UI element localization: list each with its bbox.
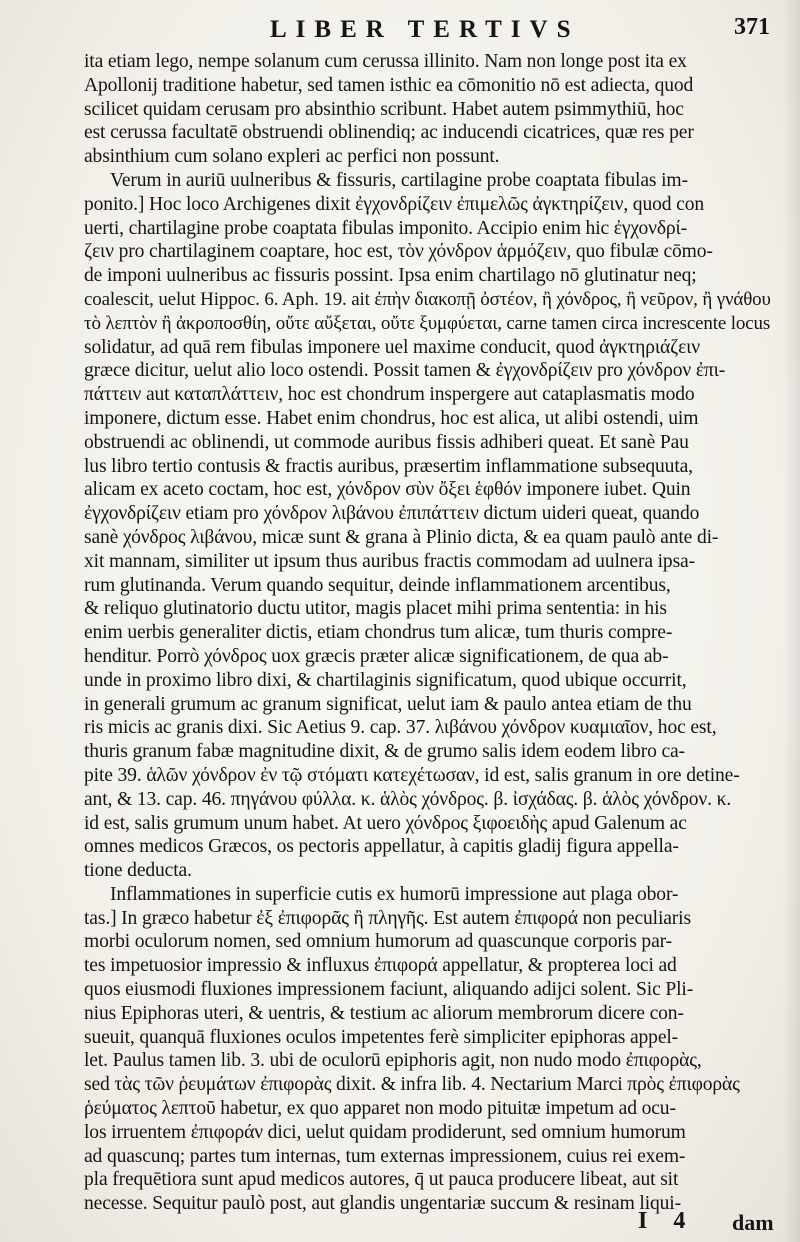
text-line: solidatur, ad quā rem fibulas imponere uel maxime conducit, quod ἀγκτηριάζειν bbox=[84, 336, 700, 358]
text-line: enim uerbis generaliter dictis, etiam chondrus tum alicæ, tum thuris compre- bbox=[84, 622, 673, 644]
text-line: morbi oculorum nomen, sed omnium humorum ad quascunque corporis par- bbox=[84, 931, 672, 953]
text-line: Inflammationes in superficie cutis ex humorū impressione aut plaga obor- bbox=[110, 883, 679, 905]
text-line: ita etiam lego, nempe solanum cum cerussa illinito. Nam non longe post ita ex bbox=[84, 51, 687, 72]
text-line: ponito.] Hoc loco Archigenes dixit ἐγχονδρίζειν ἐπιμελῶς ἀγκτηρίζειν, quod con bbox=[84, 193, 704, 215]
text-line: sanè χόνδρος λιβάνου, micæ sunt & grana à Plinio dicta, & ea quam paulò ante di- bbox=[84, 526, 719, 548]
text-line: omnes medicos Græcos, os pectoris appellatur, à capitis gladij figura appella- bbox=[84, 836, 679, 858]
text-line: tas.] In græco habetur ἐξ ἐπιφορᾶς ἢ πληγῆς. Est autem ἐπιφορά non peculiaris bbox=[84, 907, 691, 929]
text-line: in generali grumum ac granum significat, uelut iam & paulo antea etiam de thu bbox=[84, 693, 692, 715]
text-line: ἐγχονδρίζειν etiam pro χόνδρον λιβάνου ἐπιπάττειν dictum uideri queat, quando bbox=[84, 503, 700, 525]
text-line: Apollonij traditione habetur, sed tamen isthic ea cōmonitio nō est adiecta, quod bbox=[84, 74, 694, 96]
text-line: de imponi uulneribus ac fissuris possint. Ipsa enim chartilago nō glutinatur neq; bbox=[84, 265, 697, 287]
text-line: sueuit, quanquā fluxiones oculos impetentes ferè simpliciter epiphoras appel- bbox=[84, 1026, 679, 1048]
running-head: LIBER TERTIVS bbox=[270, 16, 580, 43]
text-line: τὸ λεπτὸν ἢ ἀκροποσθίη, οὔτε αὔξεται, οὔτε ξυμφύεται, carne tamen circa increscente locus bbox=[84, 312, 771, 334]
body-text bbox=[84, 50, 774, 1216]
text-line: pla frequētiora sunt apud medicos autores, q̄ ut pauca producere libeat, aut sit bbox=[84, 1169, 679, 1191]
text-line: absinthium cum solano expleri ac perfici non possunt. bbox=[84, 146, 500, 168]
text-line: rum glutinanda. Verum quando sequitur, deinde inflammationem arcentibus, bbox=[84, 574, 671, 596]
text-line: los irruentem ἐπιφοράν dici, uelut quidam prodiderunt, sed omnium humorum bbox=[84, 1121, 686, 1143]
text-line: græce dicitur, uelut alio loco ostendi. Possit tamen & ἐγχονδρίζειν pro χόνδρον ἐπι- bbox=[84, 360, 726, 382]
text-line: & reliquo glutinatorio ductu utitor, magis placet mihi prima sententia: in his bbox=[84, 598, 667, 620]
text-line: let. Paulus tamen lib. 3. ubi de oculorū epiphoris agit, non nudo modo ἐπιφορὰς, bbox=[84, 1050, 702, 1072]
page-header bbox=[0, 12, 800, 52]
text-line: obstruendi ac oblinendi, ut commode auribus fissis adhiberi queat. Et sanè Pau bbox=[84, 431, 689, 453]
text-line: ad quascunq; partes tum internas, tum externas impressionem, cuius rei exem- bbox=[84, 1145, 686, 1167]
text-line: sed τὰς τῶν ῥευμάτων ἐπιφορὰς dixit. & infra lib. 4. Nectarium Marci πρὸς ἐπιφορὰς bbox=[84, 1074, 740, 1096]
text-line: pite 39. ἁλῶν χόνδρον ἐν τῷ στόματι κατεχέτωσαν, id est, salis granum in ore detine- bbox=[84, 764, 740, 786]
text-line: tione deducta. bbox=[84, 860, 192, 882]
text-line: quos eiusmodi fluxiones impressionem faciunt, aliquando adijci solent. Sic Pli- bbox=[84, 979, 694, 1001]
text-line: ζειν pro chartilaginem coaptare, hoc est, τὸν χόνδρον ἁρμόζειν, quo fibulæ cōmo- bbox=[84, 241, 713, 263]
text-line: thuris granum fabæ magnitudine dixit, & de grumo salis idem eodem libro ca- bbox=[84, 741, 685, 763]
text-line: xit mannam, similiter ut ipsum thus auribus fractis commodam ad uulnera ipsa- bbox=[84, 550, 695, 572]
text-line: uerti, chartilagine probe coaptata fibulas imponito. Accipio enim hic ἐγχονδρί- bbox=[84, 217, 688, 239]
text-line: ris micis ac granis dixi. Sic Aetius 9. cap. 37. λιβάνου χόνδρον κυαμιαῖον, hoc est, bbox=[84, 717, 717, 739]
signature-mark: I 4 bbox=[638, 1208, 696, 1234]
text-line: tes impetuosior impressio & influxus ἐπιφορά appellatur, & propterea loci ad bbox=[84, 955, 677, 977]
text-line: ῥεύματος λεπτοῦ habetur, ex quo apparet non modo pituitæ impetum ad ocu- bbox=[84, 1098, 676, 1120]
text-line: lus libro tertio contusis & fractis auribus, præsertim inflammatione subsequuta, bbox=[84, 455, 693, 477]
text-line: imponere, dictum esse. Habet enim chondrus, hoc est alica, ut alibi ostendi, uim bbox=[84, 407, 699, 429]
text-line: est cerussa facultatē obstruendi oblinendiq; ac inducendi cicatrices, quæ res per bbox=[84, 122, 694, 144]
text-line: nius Epiphoras uteri, & uentris, & testium ac aliorum membrorum dicere con- bbox=[84, 1002, 684, 1024]
text-line: alicam ex aceto coctam, hoc est, χόνδρον σὺν ὄξει ἑφθόν imponere iubet. Quin bbox=[84, 479, 691, 501]
text-line: necesse. Sequitur paulò post, aut glandis ungentariæ succum & resinam liqui- bbox=[84, 1193, 681, 1215]
text-line: πάττειν aut καταπλάττειν, hoc est chondrum inspergere aut cataplasmatis modo bbox=[84, 384, 695, 406]
page-edge-shadow bbox=[782, 0, 800, 1242]
text-line: scilicet quidam cerusam pro absinthio scribunt. Habet autem psimmythiū, hoc bbox=[84, 98, 684, 120]
page-number: 371 bbox=[734, 14, 770, 40]
text-line: coalescit, uelut Hippoc. 6. Aph. 19. ait ἐπὴν διακοπῇ ὀστέον, ἢ χόνδρος, ἢ νεῦρον, ἢ γνάθου bbox=[84, 288, 771, 310]
text-line: id est, salis grumum unum habet. At uero χόνδρος ξιφοειδὴς apud Galenum ac bbox=[84, 812, 687, 834]
text-line: Verum in auriū uulneribus & fissuris, cartilagine probe coaptata fibulas im- bbox=[110, 169, 688, 191]
text-line: henditur. Porrò χόνδρος uox græcis præter alicæ significationem, de qua ab- bbox=[84, 645, 669, 667]
text-line: ant, & 13. cap. 46. πηγάνου φύλλα. κ. ἁλὸς χόνδρος. β. ἰσχάδας. β. ἁλὸς χόνδρον. κ. bbox=[84, 788, 732, 810]
catchword: dam bbox=[732, 1210, 774, 1235]
text-line: unde in proximo libro dixi, & chartilaginis significatum, quod ubique occurrit, bbox=[84, 669, 687, 691]
page-footer bbox=[0, 1208, 800, 1238]
